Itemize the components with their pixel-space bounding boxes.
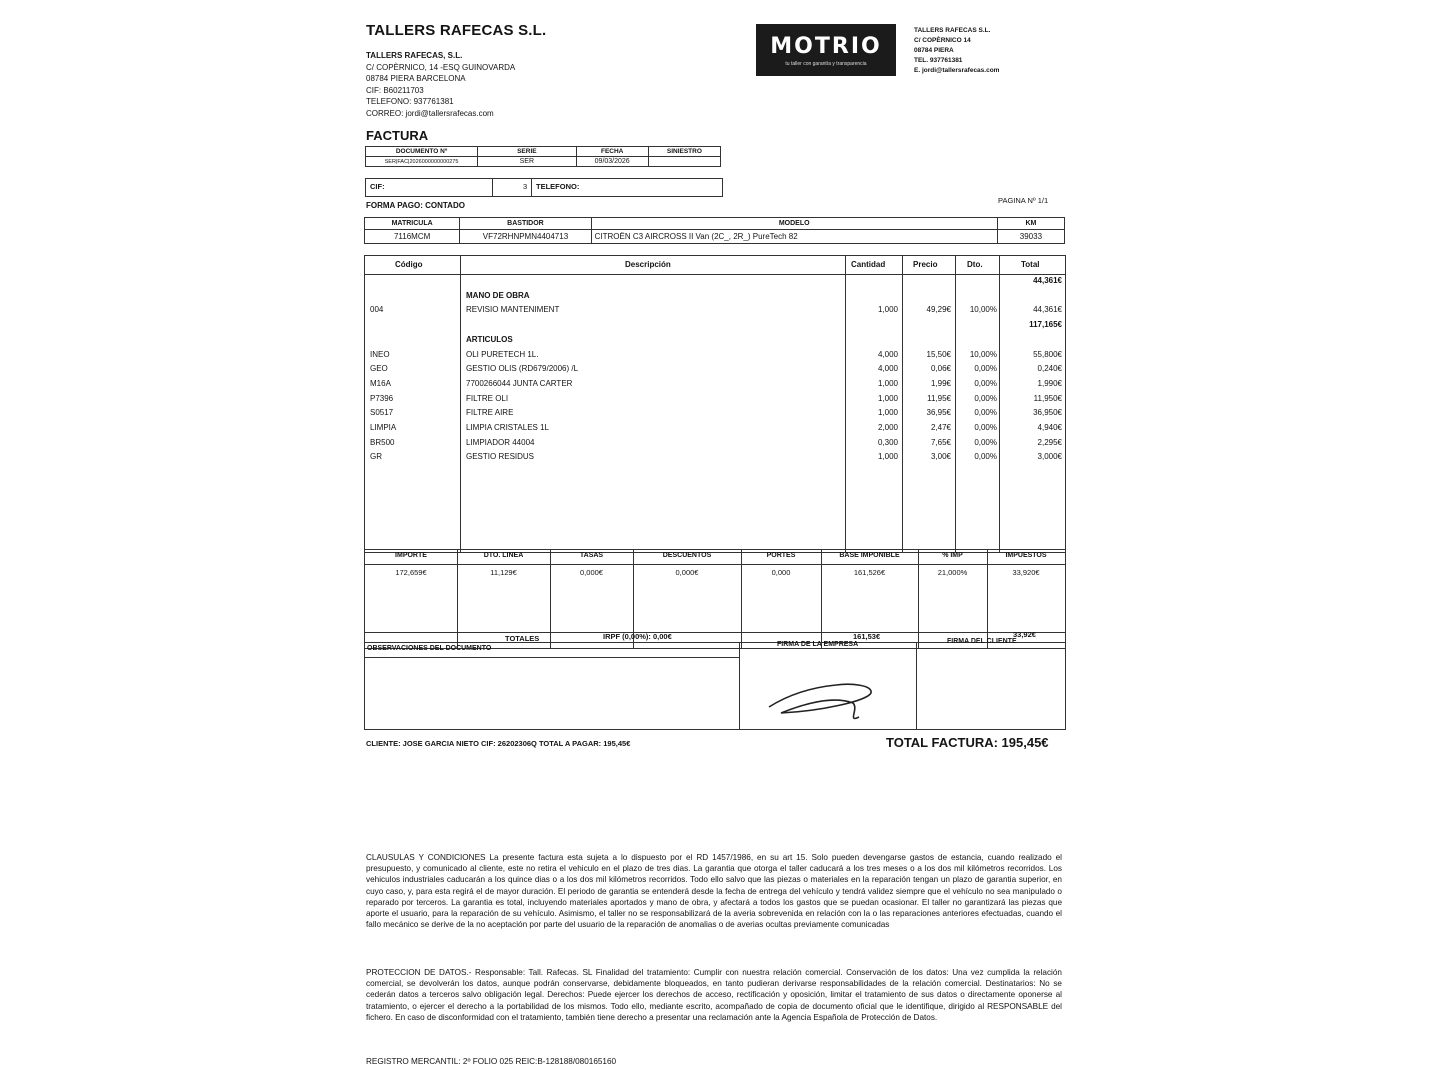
totals-header: DTO. LINEA [483, 552, 524, 559]
signature-icon [761, 665, 891, 725]
irpf-label: IRPF (0,00%): 0,00€ [603, 632, 672, 641]
item-precio: 1,99€ [930, 378, 951, 388]
item-precio: 0,06€ [930, 364, 951, 374]
table-row [365, 408, 1065, 422]
items-header-descripcion: Descripción [625, 260, 671, 269]
vehicle-header: MODELO [591, 218, 997, 230]
item-descripcion: REVISIO MANTENIMENT [466, 305, 560, 315]
item-dto: 0,00% [974, 378, 997, 388]
cif-label: CIF: [370, 182, 385, 191]
item-descripcion: GESTIO OLIS (RD679/2006) /L [466, 364, 579, 374]
item-dto: 0,00% [974, 452, 997, 462]
item-total: 36,950€ [1033, 408, 1062, 418]
item-precio: 15,50€ [926, 349, 951, 359]
item-total: 3,000€ [1037, 452, 1062, 462]
doc-serie: SER [478, 157, 577, 167]
item-cantidad: 4,000 [877, 364, 898, 374]
vehicle-modelo: CITROËN C3 AIRCROSS II Van (2C_, 2R_) PureTech 82 [591, 230, 997, 244]
item-cantidad: 1,000 [877, 378, 898, 388]
vehicle-matricula: 7116MCM [365, 230, 460, 244]
item-cantidad: 1,000 [877, 452, 898, 462]
telefono-label: TELEFONO: [536, 182, 580, 191]
forma-pago: FORMA PAGO: CONTADO [366, 201, 465, 210]
item-dto: 0,00% [974, 437, 997, 447]
right-header [914, 26, 999, 76]
client-line: CLIENTE: JOSE GARCIA NIETO CIF: 26202306Q TOTAL A PAGAR: 195,45€ [366, 739, 631, 748]
doc-info-header: SINIESTRO [648, 147, 720, 157]
item-total: 55,800€ [1033, 349, 1062, 359]
table-row [365, 452, 1065, 466]
vehicle-header: KM [997, 218, 1064, 230]
right-header-line: E. jordi@tallersrafecas.com [914, 67, 1000, 74]
doc-info-header: SERIE [478, 147, 577, 157]
item-precio: 36,95€ [926, 408, 951, 418]
totals-header: TASAS [579, 552, 604, 559]
firma-empresa-label: FIRMA DE LA EMPRESA [777, 641, 859, 648]
cif-num: 3 [523, 182, 528, 191]
doc-title: FACTURA [366, 128, 429, 143]
right-header-line: TALLERS RAFECAS S.L. [914, 27, 991, 34]
company-line: 08784 PIERA BARCELONA [366, 74, 466, 83]
doc-siniestro [648, 157, 720, 167]
totals-header: % IMP [942, 552, 963, 559]
observaciones-label: OBSERVACIONES DEL DOCUMENTO [367, 645, 492, 652]
totals-header: PORTES [766, 552, 796, 559]
totals-header: BASE IMPONIBLE [839, 552, 900, 559]
totals-value: 0,000€ [675, 568, 699, 577]
totals-value: 21,000% [937, 568, 968, 577]
table-row [365, 335, 1065, 349]
company-line: CORREO: jordi@tallersrafecas.com [366, 108, 494, 118]
logo-tagline: tu taller con garantía y transparencia [785, 61, 867, 67]
motrio-logo [756, 24, 896, 76]
vehicle-bastidor: VF72RHNPMN4404713 [460, 230, 591, 244]
item-dto: 0,00% [974, 423, 997, 432]
table-row [365, 291, 1065, 305]
item-descripcion: GESTIO RESIDUS [466, 452, 535, 462]
item-precio: 2,47€ [930, 423, 951, 432]
item-descripcion: MANO DE OBRA [466, 290, 530, 300]
table-row [365, 423, 1065, 437]
right-header-line: TEL. 937761381 [914, 57, 963, 64]
totals-header: DESCUENTOS [662, 552, 712, 559]
clausulas-text: CLAUSULAS Y CONDICIONES La presente factura esta sujeta a lo dispuesto por el RD 1457/1986, en su art 15. Solo pueden devengarse gastos de estancia, cuando realizado el presupuesto, y comunicado al cliente, este no retira el vehiculo en el plazo de tres dias. La garantia que otorga el taller caducará a los tres meses o a los dos mil kilómetros recorridos. Los vehiculos industriales caducarán a los quince dias o a los dos mil kilómetros recorridos. Todo ello salvo que las piezas o materiales en la reparación tengan un plazo de garantia superior, en cuyo caso, y, para esta regirá el de mayor duración. El periodo de garantia se entenderá desde la fecha de entrega del vehículo y tendrá validez siempre que el vehículo no sea manipulado o reparado por terceros. La garantia es total, incluyendo materiales aportados y mano de obra, y afectará a todos los gastos que se puedan ocasionar. El taller no garantizará las piezas que aporte el usuario, para la reparación de su vehículo. Asimismo, el taller no se responsabilizará de la averia sobrevenida en relación con la o las reparaciones anteriores efectuadas, cuando el fallo mecánico se derive de la no aceptación por parte del usuario de la reparación de anomalias o de averias ocultas previamente comunicadas [366, 853, 1062, 930]
table-row [365, 379, 1065, 393]
item-cantidad: 1,000 [877, 408, 898, 418]
company-line: TELEFONO: 937761381 [366, 97, 454, 106]
item-descripcion: ARTICULOS [466, 334, 513, 344]
item-dto: 10,00% [969, 349, 997, 359]
item-total: 2,295€ [1037, 437, 1062, 447]
items-header-precio: Precio [913, 260, 938, 269]
item-cantidad: 2,000 [877, 423, 898, 432]
item-dto: 0,00% [974, 364, 997, 374]
item-cantidad: 4,000 [877, 349, 898, 359]
vehicle-table [364, 217, 1065, 244]
vehicle-header: MATRICULA [365, 218, 460, 230]
registro-mercantil: REGISTRO MERCANTIL: 2º FOLIO 025 REIC:B-128188/080165160 [366, 1057, 617, 1066]
table-row [365, 438, 1065, 452]
totals-value: 0,000 [771, 568, 791, 577]
vehicle-header: BASTIDOR [460, 218, 591, 230]
item-dto: 0,00% [974, 408, 997, 418]
item-precio: 49,29€ [926, 305, 951, 315]
item-codigo: S0517 [370, 408, 394, 418]
impuestos-total: 33,92€ [1013, 630, 1036, 639]
item-precio: 3,00€ [930, 452, 951, 462]
table-row [365, 320, 1065, 334]
right-header-line: 08784 PIERA [914, 47, 954, 54]
doc-info-header: DOCUMENTO Nº [366, 147, 478, 157]
item-total: 0,240€ [1037, 364, 1062, 374]
item-precio: 11,95€ [927, 393, 951, 403]
firma-cliente-label: FIRMA DEL CLIENTE [947, 638, 1017, 645]
doc-number: SER|FAC|2026000000000275 [366, 157, 478, 167]
items-table [364, 255, 1066, 553]
item-descripcion: 7700266044 JUNTA CARTER [466, 378, 573, 388]
company-address [366, 50, 515, 119]
item-codigo: GEO [370, 364, 388, 374]
totals-value: 33,920€ [1012, 568, 1040, 577]
item-total: 1,990€ [1037, 378, 1062, 388]
item-codigo: INEO [370, 349, 390, 359]
item-dto: 10,00% [969, 305, 997, 315]
item-descripcion: FILTRE OLI [466, 393, 509, 403]
items-header-codigo: Código [395, 260, 423, 269]
doc-info-header: FECHA [576, 147, 648, 157]
item-codigo: GR [370, 452, 382, 462]
logo-wordmark: MOTRIO [770, 34, 882, 59]
items-header-cantidad: Cantidad [851, 260, 886, 269]
item-cantidad: 1,000 [877, 393, 898, 403]
totales-label: TOTALES [505, 634, 540, 643]
items-header-dto: Dto. [967, 260, 983, 269]
item-descripcion: LIMPIADOR 44004 [466, 437, 535, 447]
table-row [365, 305, 1065, 319]
item-codigo: 004 [370, 305, 384, 315]
items-header-total: Total [1021, 260, 1040, 269]
table-row [365, 350, 1065, 364]
base-total: 161,53€ [853, 632, 881, 641]
totals-header: IMPORTE [395, 552, 427, 559]
totals-value: 11,129€ [490, 568, 517, 577]
item-cantidad: 1,000 [877, 305, 898, 315]
item-cantidad: 0,300 [877, 437, 898, 447]
item-descripcion: OLI PURETECH 1L. [466, 349, 539, 359]
item-codigo: P7396 [370, 393, 394, 403]
total-factura: TOTAL FACTURA: 195,45€ [886, 735, 1049, 750]
company-name: TALLERS RAFECAS S.L. [366, 22, 547, 39]
totals-table [364, 549, 1066, 649]
doc-fecha: 09/03/2026 [576, 157, 648, 167]
pagina-number: PAGINA Nº 1/1 [998, 196, 1049, 205]
table-row [365, 276, 1065, 290]
totals-value: 0,000€ [580, 568, 603, 577]
company-line: TALLERS RAFECAS, S.L. [366, 51, 463, 60]
item-codigo: BR500 [370, 437, 395, 447]
item-descripcion: FILTRE AIRE [466, 408, 514, 418]
item-total: 4,940€ [1037, 423, 1062, 432]
right-header-line: C/ COPÈRNICO 14 [914, 37, 971, 44]
item-total: 11,950€ [1033, 393, 1062, 403]
table-row [365, 394, 1065, 408]
item-total: 117,165€ [1029, 320, 1062, 330]
table-row [365, 364, 1065, 378]
doc-info-table [365, 146, 721, 167]
totals-header: IMPUESTOS [1005, 552, 1047, 559]
item-codigo: LIMPIA [370, 423, 397, 432]
company-line: CIF: B60211703 [366, 85, 424, 95]
vehicle-km: 39033 [997, 230, 1064, 244]
item-descripcion: LIMPIA CRISTALES 1L [466, 423, 549, 432]
company-line: C/ COPÈRNICO, 14 -ESQ GUINOVARDA [366, 62, 516, 72]
cif-row [365, 178, 723, 197]
proteccion-text: PROTECCION DE DATOS.- Responsable: Tall. Rafecas. SL Finalidad del tratamiento: Cumplir con nuestra relación comercial. Conservación de los datos: Una vez cumplida la relación comercial, se devolverán los datos, aunque podrán conservarse, debidamente bloqueados, en tanto pudieran derivarse responsabilidades de la relación comercial. Destinatarios: No se cederán datos a terceros salvo obligación legal. Derechos: Puede ejercer los derechos de acceso, rectificación y oposición, limitar el tratamiento de sus datos o directamente oponerse al tratamiento, o ejercer el derecho a la portabilidad de los mismos. Todo ello, mediante escrito, acompañado de copia de documento oficial que le identifique, dirigido al RESPONSABLE del fichero. En caso de disconformidad con el tratamiento, también tiene derecho a presentar una reclamación ante la Agencia Española de Protección de Datos. [366, 968, 1062, 1022]
item-codigo: M16A [370, 378, 391, 388]
item-total: 44,361€ [1033, 305, 1062, 315]
totals-value: 161,526€ [853, 568, 886, 577]
invoice-document [362, 18, 1067, 1078]
totals-value: 172,659€ [395, 568, 427, 577]
item-precio: 7,65€ [930, 437, 951, 447]
item-total: 44,361€ [1033, 276, 1062, 285]
item-dto: 0,00% [974, 393, 997, 403]
